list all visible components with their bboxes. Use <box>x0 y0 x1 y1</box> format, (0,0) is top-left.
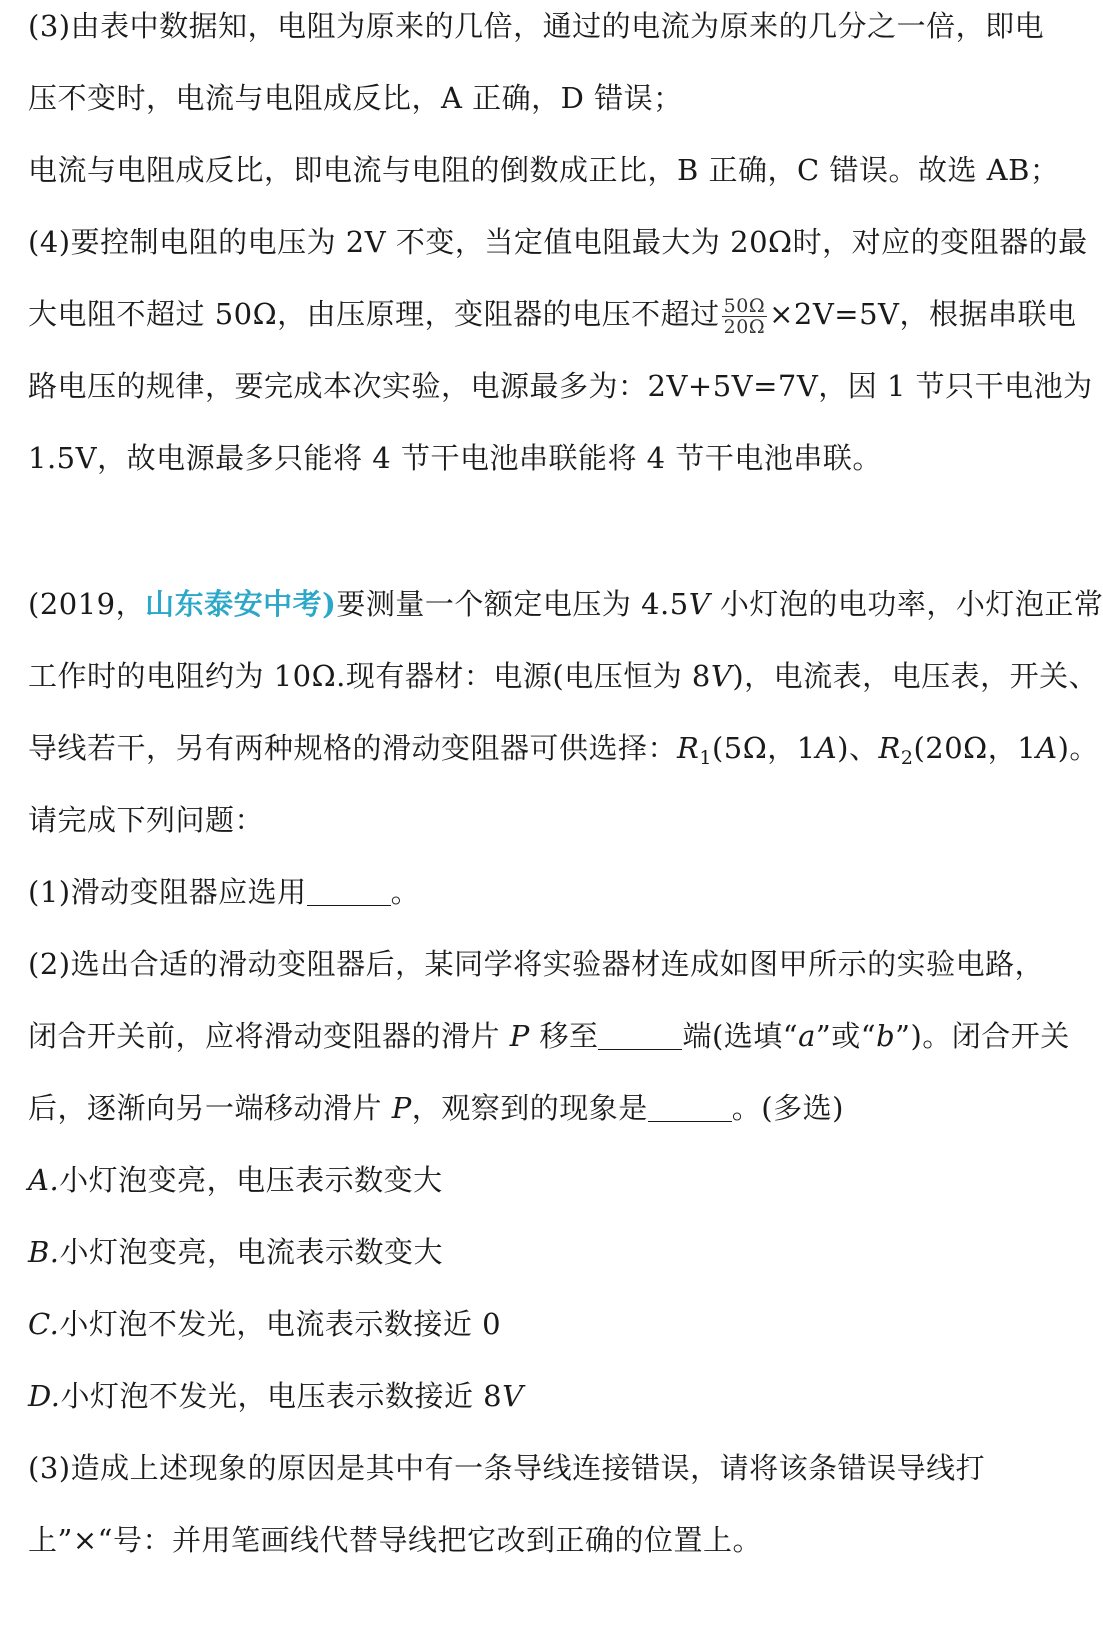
solution-text: (3)由表中数据知，电阻为原来的几倍，通过的电流为原来的几分之一倍，即电 <box>28 9 1045 43</box>
solution-line-6 <box>28 366 1093 406</box>
question-text: 后，逐渐向另一端移动滑片 <box>28 1091 392 1125</box>
fraction <box>722 296 767 337</box>
question-text: )。 <box>1057 731 1099 765</box>
question-text: (1)滑动变阻器应选用 <box>28 875 307 909</box>
option-text: 小灯泡变亮，电压表示数变大 <box>59 1163 443 1197</box>
end-symbol: b <box>876 1019 896 1053</box>
option-c[interactable] <box>28 1304 1060 1344</box>
option-letter: A. <box>28 1163 60 1197</box>
fraction-denominator: 20Ω <box>723 315 766 338</box>
question-text: (2)选出合适的滑动变阻器后，某同学将实验器材连成如图甲所示的实验电路， <box>28 947 1045 981</box>
unit-symbol: V <box>710 659 733 693</box>
answer-blank[interactable] <box>598 1019 682 1050</box>
question-text: 上”×“号：并用笔画线代替导线把它改到正确的位置上。 <box>28 1523 762 1557</box>
unit-symbol: V <box>502 1379 524 1413</box>
unit-symbol: A <box>1036 731 1058 765</box>
question-source-open: (2019， <box>28 587 146 621</box>
question-line-4 <box>28 800 1060 840</box>
solution-line-4 <box>28 222 1088 262</box>
end-symbol: a <box>798 1019 816 1053</box>
unit-symbol: V <box>688 587 711 621</box>
question-text: 要测量一个额定电压为 4.5 <box>336 587 689 621</box>
solution-text: (4)要控制电阻的电压为 2V 不变，当定值电阻最大为 20Ω时，对应的变阻器的最 <box>28 225 1088 259</box>
question-text: )，电流表，电压表，开关、 <box>732 659 1099 693</box>
solution-line-1 <box>28 6 1060 46</box>
option-b[interactable] <box>28 1232 1060 1272</box>
part-2-line-3 <box>28 1088 1060 1128</box>
resistor-symbol: R <box>878 731 901 765</box>
solution-line-7 <box>28 438 1060 478</box>
unit-symbol: A <box>815 731 838 765</box>
question-text: (20Ω，1 <box>913 731 1037 765</box>
part-2-line-1 <box>28 944 1060 984</box>
option-letter: D. <box>28 1379 61 1413</box>
question-text: 移至 <box>529 1019 599 1053</box>
solution-text: ×2V=5V，根据串联电 <box>769 297 1077 331</box>
question-text: 。(多选) <box>731 1091 844 1125</box>
question-text: ”或“ <box>815 1019 877 1053</box>
question-text: 。 <box>390 875 421 909</box>
solution-line-3 <box>28 150 1060 190</box>
question-source-name: 山东泰安中考) <box>145 587 337 621</box>
part-3-line-2 <box>28 1520 1060 1560</box>
slider-symbol: P <box>391 1091 412 1125</box>
resistor-symbol: R <box>677 731 700 765</box>
question-line-1 <box>28 584 1103 624</box>
slider-symbol: P <box>509 1019 530 1053</box>
question-text: 请完成下列问题： <box>28 803 265 837</box>
option-text: 小灯泡不发光，电流表示数接近 0 <box>59 1307 502 1341</box>
option-a[interactable] <box>28 1160 1060 1200</box>
question-text: 端(选填“ <box>682 1019 799 1053</box>
question-line-3 <box>28 728 1099 778</box>
answer-blank[interactable] <box>307 875 391 906</box>
solution-line-2 <box>28 78 1060 118</box>
subscript: 1 <box>699 747 712 769</box>
question-text: 导线若干，另有两种规格的滑动变阻器可供选择： <box>28 731 678 765</box>
option-letter: B. <box>28 1235 60 1269</box>
option-letter: C. <box>28 1307 60 1341</box>
question-text: (5Ω，1 <box>711 731 816 765</box>
option-text: 小灯泡变亮，电流表示数变大 <box>59 1235 444 1269</box>
fraction-numerator: 50Ω <box>723 294 766 317</box>
question-text: )、 <box>837 731 879 765</box>
subscript: 2 <box>900 747 914 769</box>
solution-text: 1.5V，故电源最多只能将 4 节干电池串联能将 4 节干电池串联。 <box>28 441 882 475</box>
question-text: ”)。闭合开关 <box>895 1019 1070 1053</box>
option-d[interactable] <box>28 1376 1060 1416</box>
question-text: 小灯泡的电功率，小灯泡正常 <box>710 587 1103 621</box>
question-text: ，观察到的现象是 <box>411 1091 648 1125</box>
part-2-line-2 <box>28 1016 1070 1056</box>
part-1 <box>28 872 1060 912</box>
solution-text: 大电阻不超过 50Ω，由压原理，变阻器的电压不超过 <box>28 297 720 331</box>
solution-text: 电流与电阻成反比，即电流与电阻的倒数成正比，B 正确，C 错误。故选 AB； <box>28 153 1060 187</box>
part-3-line-1 <box>28 1448 1060 1488</box>
question-text: 工作时的电阻约为 10Ω.现有器材：电源(电压恒为 8 <box>28 659 711 693</box>
option-text: 小灯泡不发光，电压表示数接近 8 <box>60 1379 503 1413</box>
solution-text: 路电压的规律，要完成本次实验，电源最多为：2V+5V=7V，因 1 节只干电池为 <box>28 369 1093 403</box>
answer-blank[interactable] <box>648 1091 732 1122</box>
question-text: (3)造成上述现象的原因是其中有一条导线连接错误，请将该条错误导线打 <box>28 1451 986 1485</box>
solution-text: 压不变时，电流与电阻成反比，A 正确，D 错误； <box>28 81 683 115</box>
question-line-2 <box>28 656 1099 696</box>
solution-line-5 <box>28 294 1077 338</box>
question-text: 闭合开关前，应将滑动变阻器的滑片 <box>28 1019 510 1053</box>
